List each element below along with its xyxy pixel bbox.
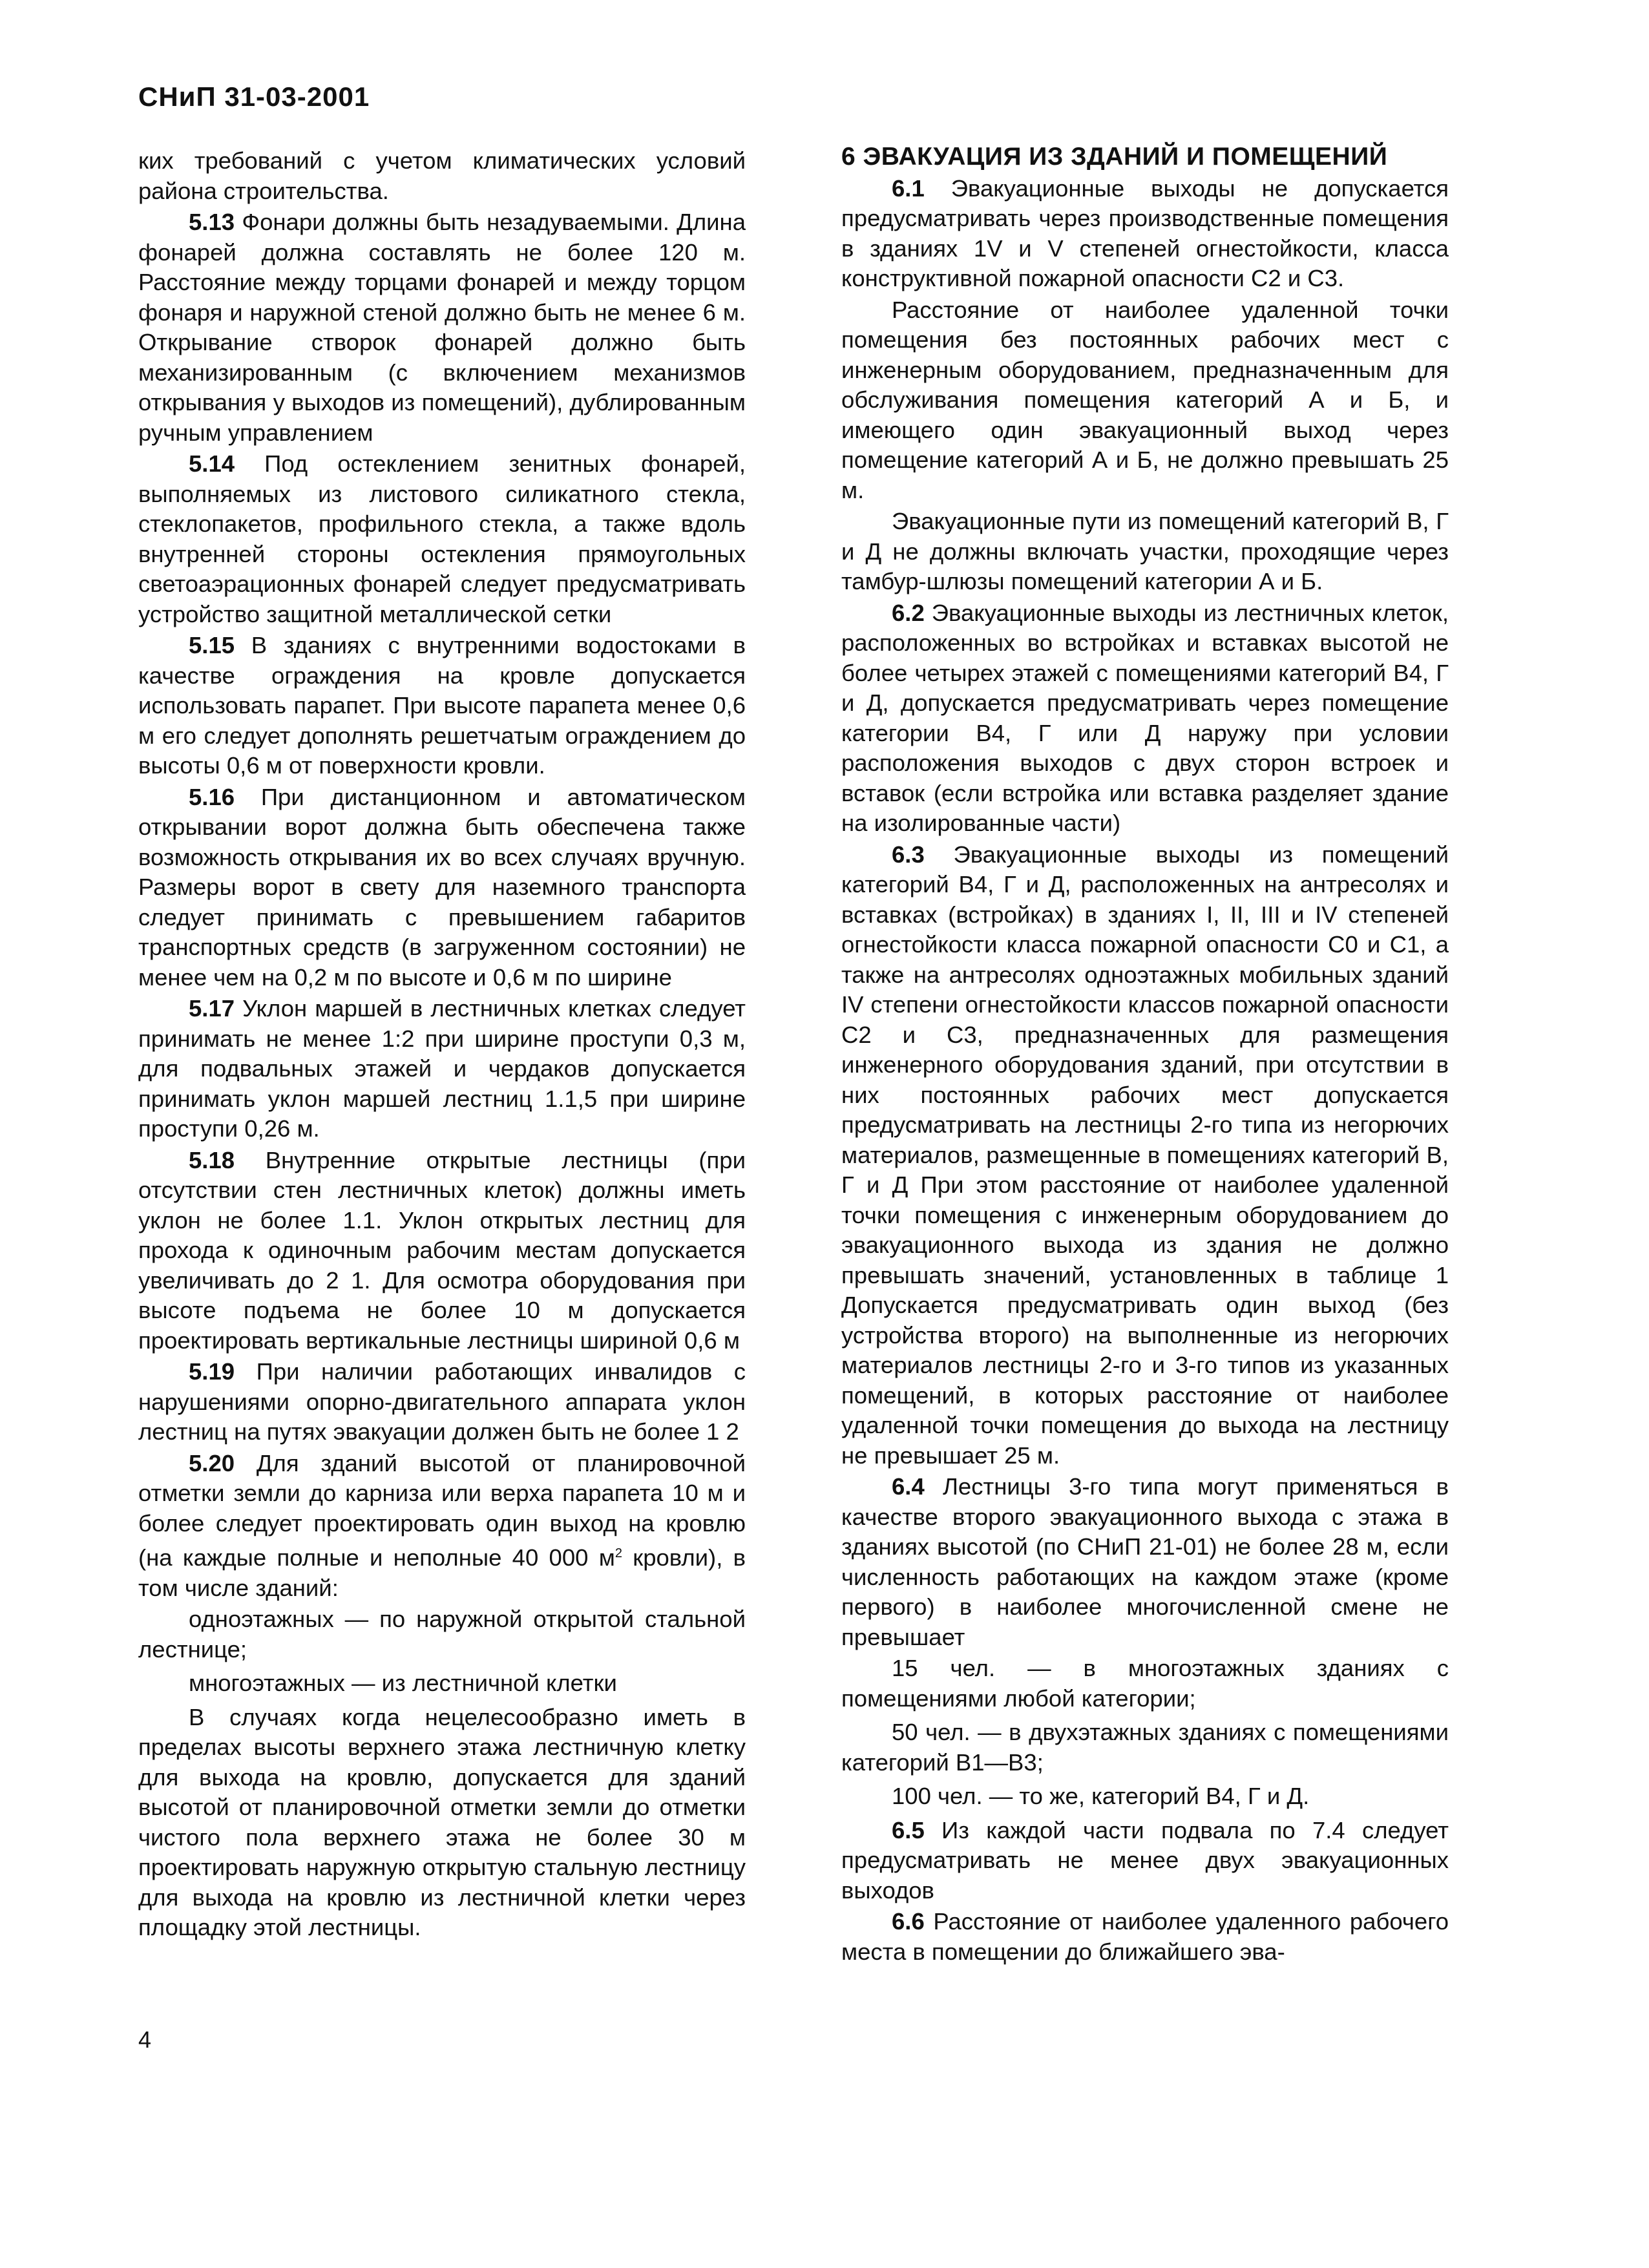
clause-text: При наличии работающих инвалидов с нарушениями опорно-двигательного аппарата уклон лестниц на путях эвакуации должен быть не более 1 2 bbox=[138, 1358, 746, 1445]
list-item: одноэтажных — по наружной открытой стальной лестнице; bbox=[138, 1606, 746, 1663]
document-code: СНиП 31-03-2001 bbox=[138, 81, 370, 112]
clause-5-18 bbox=[138, 1146, 746, 1356]
clause-6-5 bbox=[841, 1816, 1449, 1906]
clause-number: 5.19 bbox=[189, 1358, 235, 1385]
clause-6-3 bbox=[841, 840, 1449, 1471]
clause-5-14 bbox=[138, 449, 746, 629]
clause-text: Эвакуационные выходы из лестничных клеток, расположенных во встройках и вставках высотой не более четырех этажей с помещениями категорий В4, Г и Д, допускается предусматривать через помещение категории В4, Г или Д наружу при условии расположения выходов с двух сторон встроек и вставок (если встройка или вставка разделяет здание на изолированные части) bbox=[841, 599, 1449, 836]
clause-number: 6.2 bbox=[892, 599, 925, 626]
clause-number: 5.15 bbox=[189, 632, 235, 658]
left-column bbox=[138, 146, 746, 1944]
clause-number: 5.20 bbox=[189, 1449, 235, 1476]
clause-text: Лестницы 3-го типа могут применяться в качестве второго эвакуационного выхода с этажа в зданиях высотой (по СНиП 21-01) не более 28 м, если численность работающих на каждом этаже (кроме первого) в наиболее многочисленной смене не превышает bbox=[841, 1473, 1449, 1650]
paragraph: Расстояние от наиболее удаленной точки помещения без постоянных рабочих мест с инженерным оборудованием, предназначенным для обслуживания помещения категорий А и Б, и имеющего один эвакуационный выход через помещение категорий А и Б, не должно превышать 25 м. bbox=[841, 296, 1449, 503]
clause-6-2 bbox=[841, 598, 1449, 839]
clause-number: 6.3 bbox=[892, 841, 925, 868]
clause-text: Эвакуационные выходы не допускается предусматривать через производственные помещения в зданиях 1V и V степеней огнестойкости, класса конструктивной пожарной опасности С2 и С3. bbox=[841, 174, 1449, 291]
clause-6-4 bbox=[841, 1472, 1449, 1652]
clause-text: Внутренние открытые лестницы (при отсутствии стен лестничных клеток) должны иметь уклон не более 1.1. Уклон открытых лестниц для прохода к одиночным рабочим местам допускается увеличивать до 2 1. Для осмотра оборудования при высоте подъема не более 10 м допускается проектировать вертикальные лестницы шириной 0,6 м bbox=[138, 1146, 746, 1354]
clause-5-16 bbox=[138, 782, 746, 993]
clause-text: Для зданий высотой от планировочной отметки земли до карниза или верха парапета 10 м и более следует проектировать один выход на кровлю (на каждые полные и неполные 40 000 м bbox=[138, 1449, 746, 1571]
clause-5-17 bbox=[138, 994, 746, 1144]
right-column bbox=[841, 142, 1449, 1968]
clause-number: 6.5 bbox=[892, 1816, 925, 1843]
paragraph: В случаях когда нецелесообразно иметь в пределах высоты верхнего этажа лестничную клетку для выхода на кровлю, допускается для зданий высотой от планировочной отметки земли до отметки чистого пола верхнего этажа не более 30 м проектировать наружную открытую стальную лестницу для выхода на кровлю из лестничной клетки через площадку этой лестницы. bbox=[138, 1703, 746, 1941]
list-item: 50 чел. — в двухэтажных зданиях с помещениями категорий В1—В3; bbox=[841, 1719, 1449, 1776]
clause-number: 6.1 bbox=[892, 174, 925, 202]
list-item: 100 чел. — то же, категорий В4, Г и Д. bbox=[892, 1783, 1310, 1809]
clause-number: 5.13 bbox=[189, 209, 235, 235]
superscript: 2 bbox=[614, 1546, 622, 1560]
clause-text: Под остеклением зенитных фонарей, выполняемых из листового силикатного стекла, стеклопакетов, профильного стекла, а также вдоль внутренней стороны остекления прямоугольных светоаэрационных фонарей следует предусматривать устройство защитной металлической сетки bbox=[138, 450, 746, 627]
clause-text: В зданиях с внутренними водостоками в качестве ограждения на кровле допускается использовать парапет. При высоте парапета менее 0,6 м его следует дополнять решетчатым ограждением до высоты 0,6 м от поверхности кровли. bbox=[138, 632, 746, 779]
clause-number: 6.4 bbox=[892, 1473, 925, 1500]
clause-text: Из каждой части подвала по 7.4 следует предусматривать не менее двух эвакуационных выходов bbox=[841, 1816, 1449, 1904]
clause-6-1 bbox=[841, 174, 1449, 294]
clause-5-15 bbox=[138, 631, 746, 781]
clause-5-20 bbox=[138, 1449, 746, 1604]
clause-text: Фонари должны быть незадуваемыми. Длина фонарей должна составлять не более 120 м. Расстояние между торцами фонарей и между торцом фонаря и наружной стеной должно быть не менее 6 м. Открывание створок фонарей должно быть механизированным (с включением механизмов открывания у выходов из помещений), дублированным ручным управлением bbox=[138, 209, 746, 446]
paragraph-continuation: ких требований с учетом климатических условий района строительства. bbox=[138, 147, 746, 204]
list-item: 15 чел. — в многоэтажных зданиях с помещениями любой категории; bbox=[841, 1655, 1449, 1712]
page-number: 4 bbox=[138, 2026, 152, 2053]
clause-6-6 bbox=[841, 1907, 1449, 1967]
clause-text: Расстояние от наиболее удаленного рабочего места в помещении до ближайшего эва- bbox=[841, 1908, 1449, 1965]
paragraph: Эвакуационные пути из помещений категорий В, Г и Д не должны включать участки, проходящие через тамбур-шлюзы помещений категории А и Б. bbox=[841, 508, 1449, 594]
clause-text: Эвакуационные выходы из помещений категорий В4, Г и Д, расположенных на антресолях и вставках (встройках) в зданиях I, II, III и IV степеней огнестойкости класса пожарной опасности С0 и С1, а также на антресолях одноэтажных мобильных зданий IV степени огнестойкости классов пожарной опасности С2 и С3, предназначенных для размещения инженерного оборудования зданий, при отсутствии в них постоянных рабочих мест допускается предусматривать на лестницы 2-го типа из негорючих материалов, размещенные в помещениях категорий В, Г и Д При этом расстояние от наиболее удаленной точки помещения с инженерным оборудованием до эвакуационного выхода из здания не должно превышать значений, установленных в таблице 1 Допускается предусматривать один выход (без устройства второго) на выполненные из негорючих материалов лестницы 2-го и 3-го типов из указанных помещений, в которых расстояние от наиболее удаленной точки помещения до выхода на лестницу не превышает 25 м. bbox=[841, 841, 1449, 1469]
clause-text: При дистанционном и автоматическом открывании ворот должна быть обеспечена также возможность открывания их во всех случаях вручную. Размеры ворот в свету для наземного транспорта следует принимать с превышением габаритов транспортных средств (в загруженном состоянии) не менее чем на 0,2 м по высоте и 0,6 м по ширине bbox=[138, 783, 746, 991]
clause-text-end: кровли), в том числе зданий: bbox=[138, 1544, 746, 1601]
list-item: многоэтажных — из лестничной клетки bbox=[189, 1670, 617, 1697]
clause-number: 5.18 bbox=[189, 1146, 235, 1173]
section-title: 6 ЭВАКУАЦИЯ ИЗ ЗДАНИЙ И ПОМЕЩЕНИЙ bbox=[841, 143, 1388, 171]
clause-number: 5.16 bbox=[189, 783, 235, 810]
clause-5-13 bbox=[138, 207, 746, 448]
clause-text: Уклон маршей в лестничных клетках следует принимать не менее 1:2 при ширине проступи 0,3 м, для подвальных этажей и чердаков допускается принимать уклон маршей лестниц 1.1,5 при ширине проступи 0,26 м. bbox=[138, 995, 746, 1142]
clause-5-19 bbox=[138, 1357, 746, 1447]
clause-number: 6.6 bbox=[892, 1908, 925, 1935]
clause-number: 5.14 bbox=[189, 450, 235, 477]
clause-number: 5.17 bbox=[189, 995, 235, 1022]
